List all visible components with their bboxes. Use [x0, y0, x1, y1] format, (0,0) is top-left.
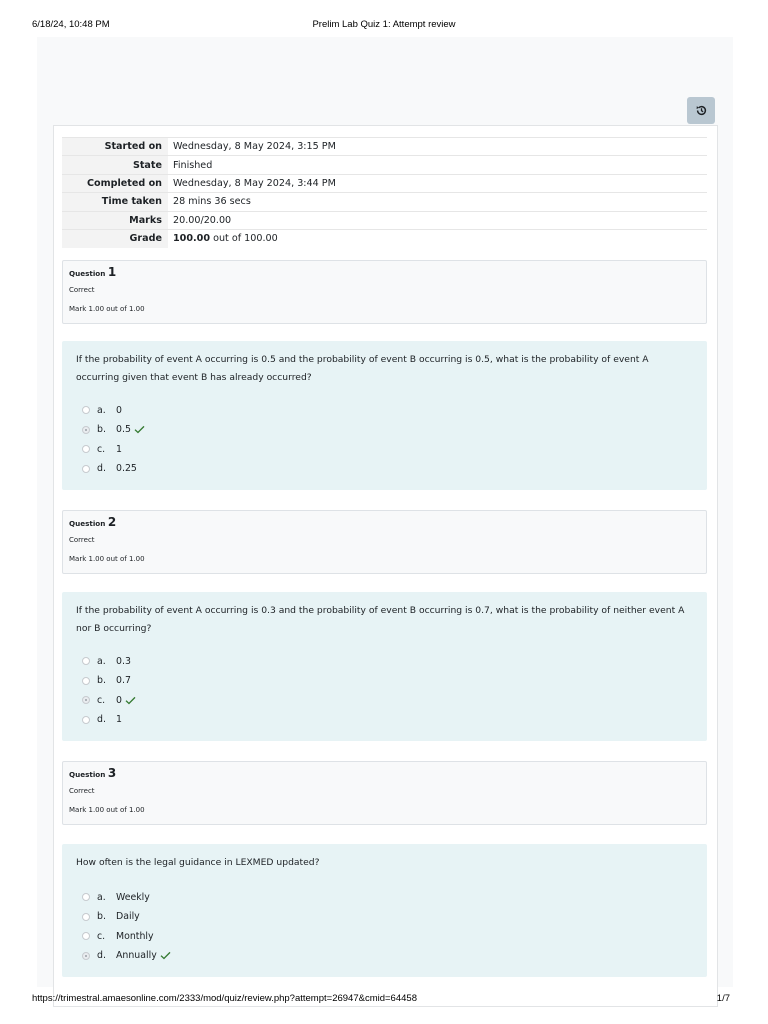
answer-letter: b. [97, 911, 106, 922]
print-url: https://trimestral.amaesonline.com/2333/mod/quiz/review.php?attempt=26947&cmid=64458 [32, 993, 417, 1004]
answer-option[interactable] [82, 673, 282, 689]
answer-letter: d. [97, 463, 106, 474]
answer-option[interactable] [82, 441, 282, 457]
question-mark: Mark 1.00 out of 1.00 [69, 555, 145, 563]
answer-option[interactable] [82, 889, 282, 905]
answer-radio[interactable] [82, 893, 90, 901]
question-mark: Mark 1.00 out of 1.00 [69, 806, 145, 814]
answer-letter: a. [97, 655, 106, 667]
print-footer [32, 993, 736, 1007]
question-prompt: If the probability of event A occurring is 0.5 and the probability of event B occurring is 0.5, what is the probability of event A occurring given that event B has already occurred? [76, 354, 649, 383]
answer-text: Annually [116, 950, 157, 961]
answer-option[interactable] [82, 422, 282, 438]
grade-suffix: out of 100.00 [210, 233, 278, 245]
answer-letter: b. [97, 675, 106, 686]
answer-text: 0.25 [116, 463, 137, 474]
question-content-2 [62, 592, 707, 741]
answer-text: Daily [116, 911, 140, 922]
summary-label: Started on [62, 138, 168, 156]
answer-radio[interactable] [82, 913, 90, 921]
answer-radio[interactable] [82, 952, 90, 960]
answer-text: 0.3 [116, 655, 131, 667]
correct-check-icon [160, 951, 171, 960]
answer-radio[interactable] [82, 716, 90, 724]
question-prompt: How often is the legal guidance in LEXMED updated? [76, 857, 320, 868]
answer-radio[interactable] [82, 445, 90, 453]
answer-letter: d. [97, 714, 106, 725]
summary-row [62, 211, 707, 229]
summary-label: Completed on [62, 174, 168, 192]
answer-text: 0.7 [116, 675, 131, 686]
answer-text: 1 [116, 443, 122, 455]
question-content-1 [62, 341, 707, 490]
answer-radio[interactable] [82, 406, 90, 414]
summary-value [168, 229, 707, 247]
answer-letter: a. [97, 404, 106, 416]
answer-letter: c. [97, 694, 106, 706]
print-page-title: Prelim Lab Quiz 1: Attempt review [312, 19, 456, 30]
question-prompt: If the probability of event A occurring is 0.3 and the probability of event B occurring is 0.7, what is the probability of neither event A nor B occurring? [76, 605, 685, 634]
summary-label: Grade [62, 229, 168, 247]
answer-radio[interactable] [82, 426, 90, 434]
question-number-value: 3 [107, 766, 117, 780]
correct-check-icon [125, 696, 136, 705]
answer-option[interactable] [82, 712, 282, 728]
summary-label: Time taken [62, 193, 168, 211]
answer-radio[interactable] [82, 657, 90, 665]
answer-radio[interactable] [82, 932, 90, 940]
question-state: Correct [69, 536, 95, 544]
print-header [32, 19, 736, 33]
question-state: Correct [69, 286, 95, 294]
quiz-navigation-button[interactable] [687, 97, 715, 124]
question-number-value: 1 [107, 265, 117, 279]
attempt-summary-table [62, 137, 707, 248]
print-page-number: 1/7 [716, 993, 730, 1004]
answer-text: 0 [116, 404, 122, 416]
question-number [69, 515, 116, 529]
summary-row [62, 174, 707, 192]
summary-row [62, 229, 707, 247]
history-icon [695, 104, 708, 117]
question-label: Question [69, 269, 106, 278]
question-info-2 [62, 510, 707, 574]
summary-value: 20.00/20.00 [168, 211, 707, 229]
answer-option[interactable] [82, 909, 282, 925]
print-datetime: 6/18/24, 10:48 PM [32, 19, 110, 30]
answer-option[interactable] [82, 692, 282, 708]
summary-value: 28 mins 36 secs [168, 193, 707, 211]
summary-label: Marks [62, 211, 168, 229]
answer-text: 0 [116, 694, 122, 706]
summary-row [62, 193, 707, 211]
question-label: Question [69, 770, 106, 779]
answer-option[interactable] [82, 948, 282, 964]
correct-check-icon [134, 425, 145, 434]
answer-radio[interactable] [82, 465, 90, 473]
answer-letter: c. [97, 930, 106, 942]
summary-value: Wednesday, 8 May 2024, 3:44 PM [168, 174, 707, 192]
summary-label: State [62, 156, 168, 174]
question-info-3 [62, 761, 707, 825]
answer-text: Weekly [116, 891, 150, 903]
question-info-1 [62, 260, 707, 324]
answer-text: Monthly [116, 930, 154, 942]
question-number-value: 2 [107, 515, 117, 529]
summary-value: Wednesday, 8 May 2024, 3:15 PM [168, 138, 707, 156]
grade-value: 100.00 [173, 233, 211, 245]
question-mark: Mark 1.00 out of 1.00 [69, 305, 145, 313]
answer-letter: a. [97, 891, 106, 903]
answer-radio[interactable] [82, 696, 90, 704]
answer-option[interactable] [82, 928, 282, 944]
answer-radio[interactable] [82, 677, 90, 685]
answer-option[interactable] [82, 653, 282, 669]
answer-letter: d. [97, 950, 106, 961]
answer-text: 0.5 [116, 424, 131, 435]
answer-text: 1 [116, 714, 122, 725]
question-state: Correct [69, 787, 95, 795]
question-number [69, 265, 116, 279]
question-content-3 [62, 844, 707, 977]
summary-row [62, 156, 707, 174]
question-number [69, 766, 116, 780]
answer-option[interactable] [82, 461, 282, 477]
answer-letter: b. [97, 424, 106, 435]
summary-value: Finished [168, 156, 707, 174]
answer-letter: c. [97, 443, 106, 455]
question-label: Question [69, 519, 106, 528]
answer-option[interactable] [82, 402, 282, 418]
summary-row [62, 138, 707, 156]
